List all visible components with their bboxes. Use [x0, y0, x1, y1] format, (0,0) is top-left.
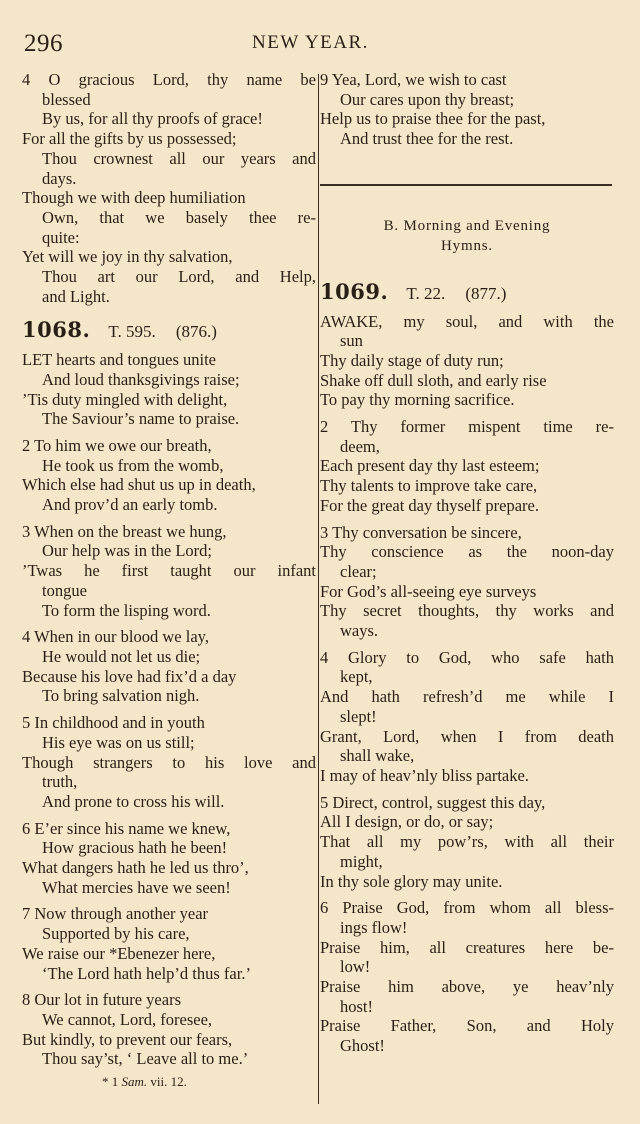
verse-line: 3 When on the breast we hung,	[22, 521, 227, 541]
verse-line: clear;	[340, 561, 377, 581]
verse-line: Thou crownest all our years and	[42, 148, 316, 168]
verse-line: Ghost!	[340, 1036, 385, 1056]
verse-line: How gracious hath he been!	[42, 838, 228, 858]
hymn-heading	[22, 317, 316, 343]
verse-line: And loud thanksgivings raise;	[42, 369, 240, 389]
verse-line: Grant, Lord, when I from death	[320, 726, 614, 746]
verse-line: And trust thee for the rest.	[340, 129, 514, 149]
verse-line: 4 Glory to God, who safe hath	[320, 647, 614, 667]
verse-line: Supported by his care,	[42, 924, 190, 944]
verse-line: That all my pow’rs, with all their	[320, 832, 614, 852]
verse-line: ways.	[340, 621, 379, 641]
verse-line: But kindly, to prevent our fears,	[22, 1029, 233, 1049]
verse-line: Each present day thy last esteem;	[320, 456, 540, 476]
verse-line: 7 Now through another year	[22, 904, 209, 924]
verse-line: shall wake,	[340, 746, 415, 766]
verse-line: Our help was in the Lord;	[42, 541, 213, 561]
verse-line: For God’s all-seeing eye surveys	[320, 581, 537, 601]
verse-line: Thy secret thoughts, thy works and	[320, 601, 614, 621]
verse-line: He took us from the womb,	[42, 455, 224, 475]
verse-line: 6 E’er since his name we knew,	[22, 818, 231, 838]
verse-line: ’Tis duty mingled with delight,	[22, 389, 228, 409]
verse-line: Though we with deep humiliation	[22, 188, 246, 208]
verse-line: And prone to cross his will.	[42, 791, 225, 811]
verse-line: Thy talents to improve take care,	[320, 476, 538, 496]
verse-line: blessed	[42, 89, 91, 109]
verse-line: low!	[340, 957, 371, 977]
verse-line: Because his love had fix’d a day	[22, 666, 237, 686]
verse-line: Which else had shut us up in death,	[22, 475, 256, 495]
verse-line: 6 Praise God, from whom all bless-	[320, 898, 614, 918]
verse-line: Praise Father, Son, and Holy	[320, 1016, 614, 1036]
verse-line: tongue	[42, 580, 87, 600]
hymn-number: 1069.	[320, 278, 389, 304]
verse-line: days.	[42, 168, 77, 188]
verse-line: We raise our *Ebenezer here,	[22, 943, 216, 963]
verse-line: slept!	[340, 706, 377, 726]
verse-line: ings flow!	[340, 917, 408, 937]
verse-line: Own, that we basely thee re-	[42, 207, 316, 227]
verse-line: Yet will we joy in thy salvation,	[22, 247, 233, 267]
verse-line: The Saviour’s name to praise.	[42, 409, 240, 429]
verse-line: He would not let us die;	[42, 646, 201, 666]
verse-line: For the great day thyself prepare.	[320, 495, 539, 515]
section-heading-line-2: Hymns.	[441, 237, 493, 254]
verse-line: Praise him, all creatures here be-	[320, 937, 614, 957]
verse-line: sun	[340, 331, 363, 351]
footnote	[102, 1074, 187, 1090]
verse-line: Our cares upon thy breast;	[340, 89, 515, 109]
verse-line: 2 Thy former mispent time re-	[320, 417, 614, 437]
verse-line: kept,	[340, 667, 373, 687]
left-column	[22, 70, 316, 1069]
verse-line: Thou art our Lord, and Help,	[42, 267, 316, 287]
verse-line: His eye was on us still;	[42, 732, 195, 752]
verse-line: By us, for all thy proofs of grace!	[42, 109, 263, 129]
verse-line: I may of heav’nly bliss partake.	[320, 765, 529, 785]
verse-line: For all the gifts by us possessed;	[22, 129, 237, 149]
verse-line: What dangers hath he led us thro’,	[22, 858, 249, 878]
verse-line: 2 To him we owe our breath,	[22, 435, 212, 455]
verse-line: Praise him above, ye heav’nly	[320, 977, 614, 997]
tune-reference: T. 22.	[406, 283, 446, 303]
verse-line: truth,	[42, 772, 78, 792]
hymn-1069-text	[320, 312, 614, 1056]
verse-line: Help us to praise thee for the past,	[320, 109, 546, 129]
right-column	[320, 70, 614, 1056]
verse-line: 4 O gracious Lord, thy name be	[22, 70, 316, 89]
page-number: 296	[24, 30, 63, 57]
verse-line: host!	[340, 996, 373, 1016]
verse-line: Shake off dull sloth, and early rise	[320, 370, 547, 390]
verse-line: 4 When in our blood we lay,	[22, 627, 209, 647]
footnote-book: Sam.	[121, 1074, 148, 1089]
hymn-number: 1068.	[22, 317, 91, 343]
verse-line: LET hearts and tongues unite	[22, 350, 216, 370]
section-heading	[320, 216, 614, 256]
verse-line: Thy daily stage of duty run;	[320, 350, 504, 370]
verse-line: and Light.	[42, 286, 110, 306]
verse-line: What mercies have we seen!	[42, 877, 231, 897]
footnote-reference: vii. 12.	[150, 1074, 187, 1089]
verse-line: 3 Thy conversation be sincere,	[320, 522, 522, 542]
section-heading-line-1: B. Morning and Evening	[383, 217, 551, 234]
section-divider	[320, 184, 612, 186]
tune-reference: T. 595.	[108, 322, 156, 342]
verse-line: 5 Direct, control, suggest this day,	[320, 792, 546, 812]
hymn-1067-continuation	[22, 70, 316, 306]
verse-line: Though strangers to his love and	[22, 752, 316, 772]
hymn-1067-final-verse	[320, 70, 614, 149]
verse-line: 5 In childhood and in youth	[22, 713, 205, 733]
running-title: NEW YEAR.	[252, 32, 369, 53]
verse-line: ‘The Lord hath help’d thus far.’	[42, 963, 251, 983]
old-number-reference: (877.)	[465, 283, 507, 303]
verse-line: And prov’d an early tomb.	[42, 495, 218, 515]
verse-line: All I design, or do, or say;	[320, 812, 494, 832]
verse-line: In thy sole glory may unite.	[320, 871, 503, 891]
verse-line: To pay thy morning sacrifice.	[320, 390, 515, 410]
verse-line: ’Twas he first taught our infant	[22, 561, 316, 581]
old-number-reference: (876.)	[175, 322, 217, 342]
verse-line: Thou say’st, ‘ Leave all to me.’	[42, 1049, 249, 1069]
verse-line: 9 Yea, Lord, we wish to cast	[320, 70, 507, 89]
verse-line: deem,	[340, 436, 380, 456]
verse-line: To bring salvation nigh.	[42, 686, 200, 706]
verse-line: And hath refresh’d me while I	[320, 687, 614, 707]
verse-line: quite:	[42, 227, 80, 247]
verse-line: We cannot, Lord, foresee,	[42, 1009, 213, 1029]
verse-line: To form the lisping word.	[42, 600, 211, 620]
hymn-1068-text	[22, 350, 316, 1069]
verse-line: AWAKE, my soul, and with the	[320, 311, 614, 331]
verse-line: might,	[340, 851, 383, 871]
verse-line: 8 Our lot in future years	[22, 990, 181, 1010]
column-divider	[318, 74, 319, 1104]
hymn-heading	[320, 278, 614, 304]
verse-line: Thy conscience as the noon-day	[320, 542, 614, 562]
footnote-marker: * 1	[102, 1074, 119, 1089]
